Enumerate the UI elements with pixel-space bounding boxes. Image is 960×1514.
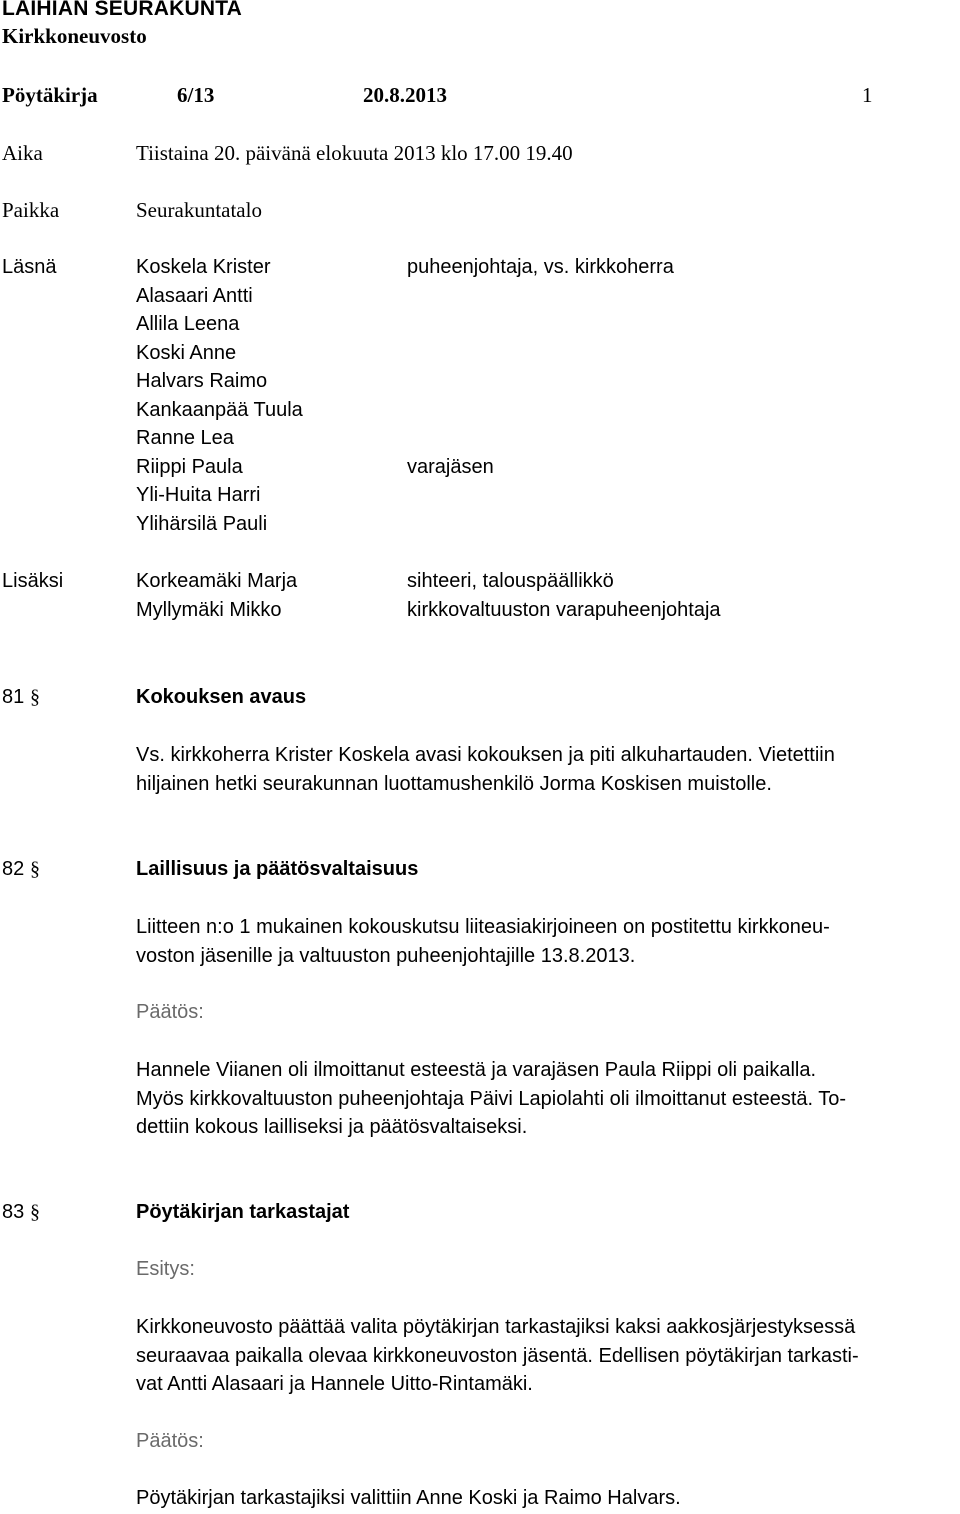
body-line: hiljainen hetki seurakunnan luottamushenkilö Jorma Koskisen muistolle. xyxy=(136,772,772,795)
body-line: Pöytäkirjan tarkastajiksi valittiin Anne Koski ja Raimo Halvars. xyxy=(136,1487,681,1509)
organization-name: LAIHIAN SEURAKUNTA xyxy=(2,0,243,20)
governing-body-name: Kirkkoneuvosto xyxy=(2,24,147,48)
minutes-date: 20.8.2013 xyxy=(363,83,447,107)
attendee-name: Korkeamäki Marja xyxy=(136,570,298,592)
proposal-label: Esitys: xyxy=(136,1258,195,1280)
attendee-name: Ylihärsilä Pauli xyxy=(136,512,268,535)
time-label: Aika xyxy=(2,141,43,165)
page-number: 1 xyxy=(862,83,873,107)
attendee-role: varajäsen xyxy=(407,455,494,478)
attendee-name: Halvars Raimo xyxy=(136,370,268,392)
section-title: Pöytäkirjan tarkastajat xyxy=(136,1201,350,1223)
body-line: Myös kirkkovaltuuston puheenjohtaja Päivi Lapiolahti oli ilmoittanut esteestä. To- xyxy=(136,1087,847,1110)
body-line: Kirkkoneuvosto päättää valita pöytäkirjan tarkastajiksi kaksi aakkosjärjestyksessä xyxy=(136,1316,856,1338)
section-number: 82 xyxy=(2,858,25,880)
attendee-role: kirkkovaltuuston varapuheenjohtaja xyxy=(407,598,721,621)
section-body xyxy=(136,913,956,970)
section-symbol: § xyxy=(30,1201,40,1223)
place-value: Seurakuntatalo xyxy=(136,198,262,222)
body-line: seuraavaa paikalla olevaa kirkkoneuvoston jäsentä. Edellisen pöytäkirjan tarkasti- xyxy=(136,1344,859,1367)
section-title: Laillisuus ja päätösvaltaisuus xyxy=(136,858,419,880)
section-number: 81 xyxy=(2,686,25,708)
attendee-role: puheenjohtaja, vs. kirkkoherra xyxy=(407,256,674,278)
attendee-name: Yli-Huita Harri xyxy=(136,484,261,506)
attendee-name: Myllymäki Mikko xyxy=(136,598,282,621)
attendee-name: Koski Anne xyxy=(136,341,237,364)
attendee-name: Ranne Lea xyxy=(136,427,234,449)
body-line: vat Antti Alasaari ja Hannele Uitto-Rintamäki. xyxy=(136,1373,533,1395)
minutes-label: Pöytäkirja xyxy=(2,83,98,107)
body-line: dettiin kokous lailliseksi ja päätösvaltaiseksi. xyxy=(136,1116,528,1138)
section-body xyxy=(136,741,956,798)
section-symbol: § xyxy=(30,858,40,880)
attendee-name: Kankaanpää Tuula xyxy=(136,398,303,421)
decision-label: Päätös: xyxy=(136,1430,204,1452)
section-symbol: § xyxy=(30,686,40,708)
additional-label: Lisäksi xyxy=(2,570,64,592)
time-value: Tiistaina 20. päivänä elokuuta 2013 klo 17.00 19.40 xyxy=(136,141,573,165)
decision-label: Päätös: xyxy=(136,1001,204,1023)
present-label: Läsnä xyxy=(2,256,57,278)
decision-text xyxy=(136,1056,956,1142)
place-label: Paikka xyxy=(2,198,60,222)
section-number: 83 xyxy=(2,1201,25,1223)
attendee-name: Riippi Paula xyxy=(136,455,243,478)
body-line: voston jäsenille ja valtuuston puheenjohtajille 13.8.2013. xyxy=(136,944,636,967)
body-line: Hannele Viianen oli ilmoittanut esteestä ja varajäsen Paula Riippi oli paikalla. xyxy=(136,1059,817,1081)
body-line: Vs. kirkkoherra Krister Koskela avasi kokouksen ja piti alkuhartauden. Vietettiin xyxy=(136,744,835,766)
attendee-name: Allila Leena xyxy=(136,313,240,335)
decision-text xyxy=(136,1484,956,1513)
attendee-name: Koskela Krister xyxy=(136,256,271,278)
section-title: Kokouksen avaus xyxy=(136,686,307,708)
proposal-text xyxy=(136,1313,956,1399)
body-line: Liitteen n:o 1 mukainen kokouskutsu liiteasiakirjoineen on postitettu kirkkoneu- xyxy=(136,916,830,938)
attendee-name: Alasaari Antti xyxy=(136,284,253,307)
minutes-number: 6/13 xyxy=(177,83,215,107)
attendee-role: sihteeri, talouspäällikkö xyxy=(407,570,614,592)
